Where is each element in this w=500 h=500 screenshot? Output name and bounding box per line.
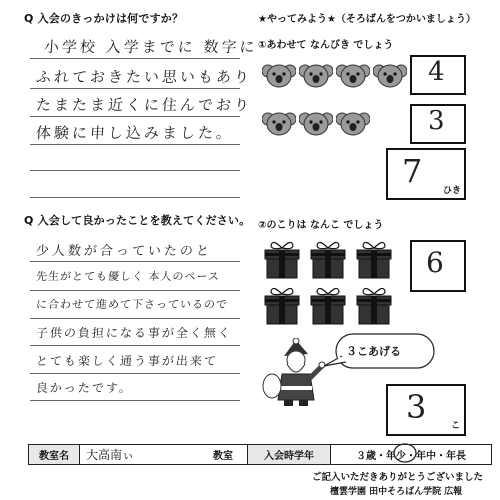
rule [30,261,240,262]
gift-icon [262,240,302,280]
organization-name: 檀雲学園 田中そろばん学院 広報 [330,487,463,497]
answer-box-3 [410,240,466,292]
thanks-text: ご記入いただきありがとうございました [312,472,484,483]
q1-answer-line: たまたま近くに住んでおり [35,96,253,114]
rule [30,58,240,59]
q2-answer-line: とても楽しく通う事が出来て [35,354,219,368]
grade-options: ３歳・年少・年中・年長 [356,451,466,462]
q2-answer-line: 少人数が合っていたのと [35,244,213,259]
answer-number: 3 [428,106,445,136]
rule [30,116,240,117]
bubble-text: ３こあげる [346,345,401,358]
gift-icon [354,286,394,326]
grade-circle-mark [392,440,418,466]
rule [30,197,240,198]
answer-box-1 [410,55,466,95]
koala-icon [299,110,333,136]
rule [30,345,240,346]
rule [30,88,240,89]
koala-icon [373,62,407,88]
gift-icon [262,286,302,326]
problem-2-label: ②のこりは なんこ でしょう [258,220,384,231]
q1-answer-line: 体験に申し込みました。 [35,124,235,142]
gift-icon [354,240,394,280]
classroom-label: 教室名 [29,445,80,464]
result-number: 3 [406,388,427,426]
gift-icon [308,286,348,326]
q2-answer-line: 良かったです。 [35,381,134,395]
unit-label: こ [450,421,460,431]
info-table [28,444,492,465]
koala-icon [299,62,333,88]
q2-answer-line: 子供の負担になる事が全く無く [35,326,233,340]
answer-number: 6 [426,246,444,279]
answer-number: 4 [428,57,445,87]
activity-title: ★やってみよう★（そろばんをつかいましょう） [258,14,476,25]
rule [30,170,240,171]
classroom-suffix: 教室 [199,445,248,464]
q2-title: Q 入会して良かったことを教えてください。 [24,214,251,227]
rule [30,290,240,291]
rule [30,144,240,145]
q1-answer-line: ふれておきたい思いもあり [35,68,253,86]
unit-label: ひき [442,186,461,196]
q1-title: Q 入会のきっかけは何ですか？ [24,12,184,25]
koala-icon [262,62,296,88]
classroom-value: 大高南ぃ [86,448,135,462]
q2-answer-line: 先生がとても優しく 本人のペース [35,270,221,283]
problem-1-label: ①あわせて なんびき でしょう [258,40,394,51]
koala-icon [262,110,296,136]
koala-icon [336,110,370,136]
rule [30,318,240,319]
total-number: 7 [402,152,423,190]
grade-label: 入会時学年 [248,445,331,464]
answer-box-2 [410,104,466,144]
gift-icon [308,240,348,280]
koala-icon [336,62,370,88]
rule [30,373,240,374]
q1-answer-line: 小学校 入学までに 数字に [43,38,259,56]
rule [30,400,240,401]
total-box [386,148,466,200]
q2-answer-line: に合わせて進めて下さっているので [35,298,229,311]
result-box [386,384,466,436]
